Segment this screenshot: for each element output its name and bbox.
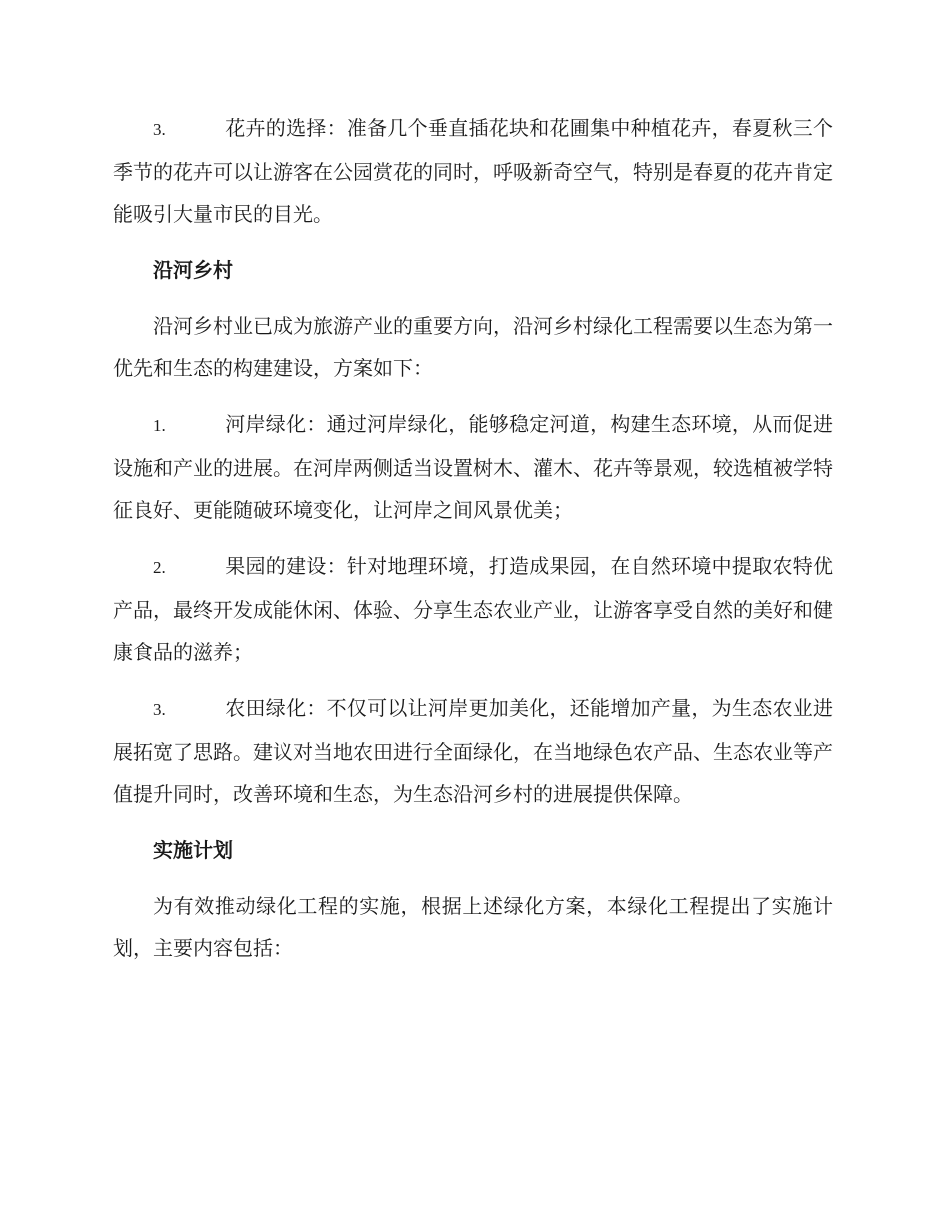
list-number: 1. bbox=[153, 416, 166, 435]
list-item-text: 河岸绿化：通过河岸绿化，能够稳定河道，构建生态环境，从而促进设施和产业的进展。在河岸两侧适当设置树木、灌木、花卉等景观，较选植被学特征良好、更能随破环境变化，让河岸之间风景优美； bbox=[113, 412, 833, 522]
list-item-farmland-greening bbox=[113, 687, 833, 815]
list-item-text: 花卉的选择：准备几个垂直插花块和花圃集中种植花卉，春夏秋三个季节的花卉可以让游客在公园赏花的同时，呼吸新奇空气，特别是春夏的花卉肯定能吸引大量市民的目光。 bbox=[113, 116, 833, 226]
section-heading-riverside-village: 沿河乡村 bbox=[153, 258, 233, 282]
list-number: 2. bbox=[153, 558, 166, 577]
paragraph-plan-intro: 为有效推动绿化工程的实施，根据上述绿化方案，本绿化工程提出了实施计划，主要内容包括： bbox=[113, 894, 833, 960]
list-item-text: 果园的建设：针对地理环境，打造成果园，在自然环境中提取农特优产品，最终开发成能休闲、体验、分享生态农业产业，让游客享受自然的美好和健康食品的滋养； bbox=[113, 554, 833, 664]
list-number: 3. bbox=[153, 700, 166, 719]
list-item-riverbank-greening bbox=[113, 403, 833, 531]
document-page bbox=[113, 107, 833, 983]
list-number: 3. bbox=[153, 120, 166, 139]
section-heading-implementation-plan: 实施计划 bbox=[153, 838, 233, 862]
list-item-flower-selection bbox=[113, 107, 833, 235]
paragraph-riverside-intro: 沿河乡村业已成为旅游产业的重要方向，沿河乡村绿化工程需要以生态为第一优先和生态的构建建设，方案如下： bbox=[113, 314, 833, 380]
list-item-orchard-construction bbox=[113, 545, 833, 673]
list-item-text: 农田绿化：不仅可以让河岸更加美化，还能增加产量，为生态农业进展拓宽了思路。建议对当地农田进行全面绿化，在当地绿色农产品、生态农业等产值提升同时，改善环境和生态，为生态沿河乡村的进展提供保障。 bbox=[113, 696, 833, 806]
